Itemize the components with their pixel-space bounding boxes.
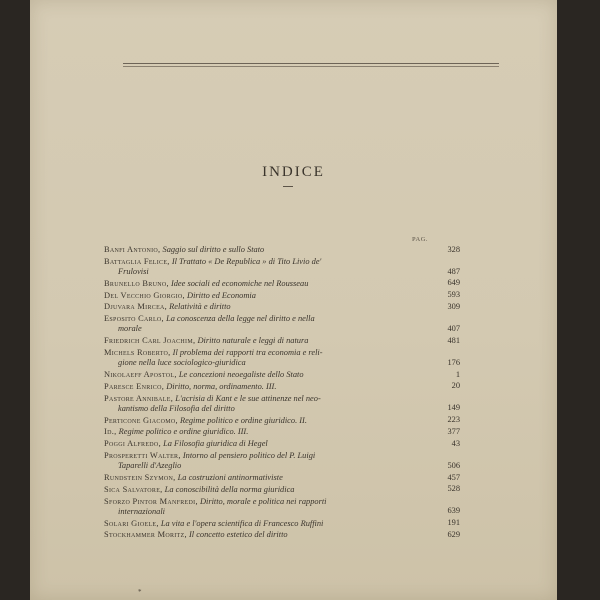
entry-line [104,485,460,495]
entry-title: Le concezioni neoegaliste dello Stato [178,369,304,379]
heading-dash [283,186,293,187]
index-entry [104,530,460,542]
entry-line [104,473,460,483]
entry-title: Diritto, norma, ordinamento. III. [166,381,277,391]
entry-line [104,291,460,301]
entry-line [104,416,460,426]
entry-line [104,336,460,346]
entry-author: Rundstein Szymon, [104,472,176,482]
entry-page-number: 149 [447,403,460,413]
entry-title: Il Trattato « De Republica » di Tito Livio de' [171,256,322,266]
entry-title: La conoscibilità della norma giuridica [164,484,295,494]
entry-title-continuation: morale [118,324,142,334]
index-entry [104,451,460,473]
entry-title: Il problema dei rapporti tra economia e reli- [172,347,323,357]
entry-title: La costruzioni antinormativiste [177,472,283,482]
index-list [104,245,460,542]
entry-author: Sforzo Pintor Manfredi, [104,496,198,506]
entry-author: Nikolaeff Apostol, [104,369,177,379]
entry-page-number: 457 [447,472,460,482]
entry-line [104,348,460,358]
page-column-label: PAG. [412,236,429,243]
entry-line [104,279,460,289]
entry-line [104,302,460,312]
index-entry [104,279,460,291]
index-entry [104,382,460,394]
entry-title: L'acrisia di Kant e le sue attinenze nel neo- [175,393,321,403]
entry-page-number: 43 [451,438,460,448]
entry-author: Del Vecchio Giorgio, [104,290,185,300]
index-entry [104,348,460,370]
entry-title: Regime politico e ordine giuridico. II. [180,415,307,425]
entry-page-number: 191 [447,518,460,528]
index-entry [104,427,460,439]
footer-mark: * [138,588,142,596]
entry-author: Djuvara Mircea, [104,302,168,312]
header-rule [123,63,499,64]
entry-line [104,497,460,507]
entry-title: La Filosofia giuridica di Hegel [163,439,268,449]
entry-page-number: 1 [455,369,460,379]
entry-page-number: 176 [447,357,460,367]
entry-page-number: 223 [447,415,460,425]
entry-author: Pastore Annibale, [104,393,174,403]
index-entry [104,370,460,382]
entry-title: Diritto naturale e leggi di natura [197,336,309,346]
book-page [30,0,557,600]
entry-line [104,451,460,461]
entry-page-number: 639 [447,506,460,516]
index-entry [104,519,460,531]
entry-author: Prosperetti Walter, [104,450,181,460]
entry-page-number: 309 [447,301,460,311]
entry-title-continuation: Taparelli d'Azeglio [118,461,182,471]
entry-page-number: 593 [447,290,460,300]
entry-author: Poggi Alfredo, [104,439,161,449]
entry-title-continuation: kantismo della Filosofia del diritto [118,403,235,413]
entry-title: Diritto, morale e politica nei rapporti [199,496,327,506]
entry-author: Brunello Bruno, [104,278,169,288]
index-entry [104,394,460,416]
entry-author: Sica Salvatore, [104,484,163,494]
entry-author: Paresce Enrico, [104,381,165,391]
entry-title-continuation: gione nella luce sociologico-giuridica [118,358,246,368]
entry-author: Michels Roberto, [104,347,171,357]
entry-title: Regime politico e ordine giuridico. III. [118,427,249,437]
entry-line [104,382,460,392]
entry-line [104,257,460,267]
entry-author: Friedrich Carl Joachim, [104,336,196,346]
entry-title: Relatività e diritto [169,302,231,312]
entry-author: Perticone Giacomo, [104,415,178,425]
entry-title: La conoscenza della legge nel diritto e nella [166,314,315,324]
entry-page-number: 506 [447,460,460,470]
entry-page-number: 20 [451,381,460,391]
entry-line [104,519,460,529]
index-entry [104,257,460,279]
entry-author: Stockhammer Moritz, [104,530,187,540]
entry-page-number: 649 [447,278,460,288]
index-entry [104,439,460,451]
entry-page-number: 528 [447,484,460,494]
entry-title: Il concetto estetico del diritto [188,530,288,540]
entry-title: Saggio sul diritto e sullo Stato [162,245,265,254]
entry-page-number: 487 [447,266,460,276]
entry-title: Diritto ed Economia [187,290,256,300]
index-entry [104,473,460,485]
entry-line [104,439,460,449]
index-entry [104,497,460,519]
index-entry [104,336,460,348]
index-heading: INDICE [262,164,325,180]
entry-title: La vita e l'opera scientifica di Francesco Ruffini [160,518,324,528]
entry-page-number: 407 [447,323,460,333]
entry-line [104,245,460,255]
entry-page-number: 328 [447,244,460,254]
entry-author: Solari Gioele, [104,518,159,528]
entry-line [104,370,460,380]
entry-author: Banfi Antonio, [104,245,161,254]
entry-line [104,530,460,540]
entry-page-number: 629 [447,529,460,539]
entry-author: Esposito Carlo, [104,314,164,324]
index-entry [104,291,460,303]
entry-title-continuation: Frulovisi [118,267,149,276]
index-entry [104,245,460,257]
entry-author: Id., [104,427,117,437]
header-rule-secondary [123,66,499,67]
index-entry [104,314,460,336]
entry-author: Battaglia Felice, [104,256,170,266]
entry-line [104,314,460,324]
index-entry [104,302,460,314]
index-entry [104,485,460,497]
entry-page-number: 377 [447,426,460,436]
index-entry [104,416,460,428]
entry-line [104,427,460,437]
entry-page-number: 481 [447,335,460,345]
entry-title-continuation: internazionali [118,506,165,516]
entry-line [104,394,460,404]
entry-title: Idee sociali ed economiche nel Rousseau [170,278,309,288]
entry-title: Intorno al pensiero politico del P. Luigi [182,450,316,460]
